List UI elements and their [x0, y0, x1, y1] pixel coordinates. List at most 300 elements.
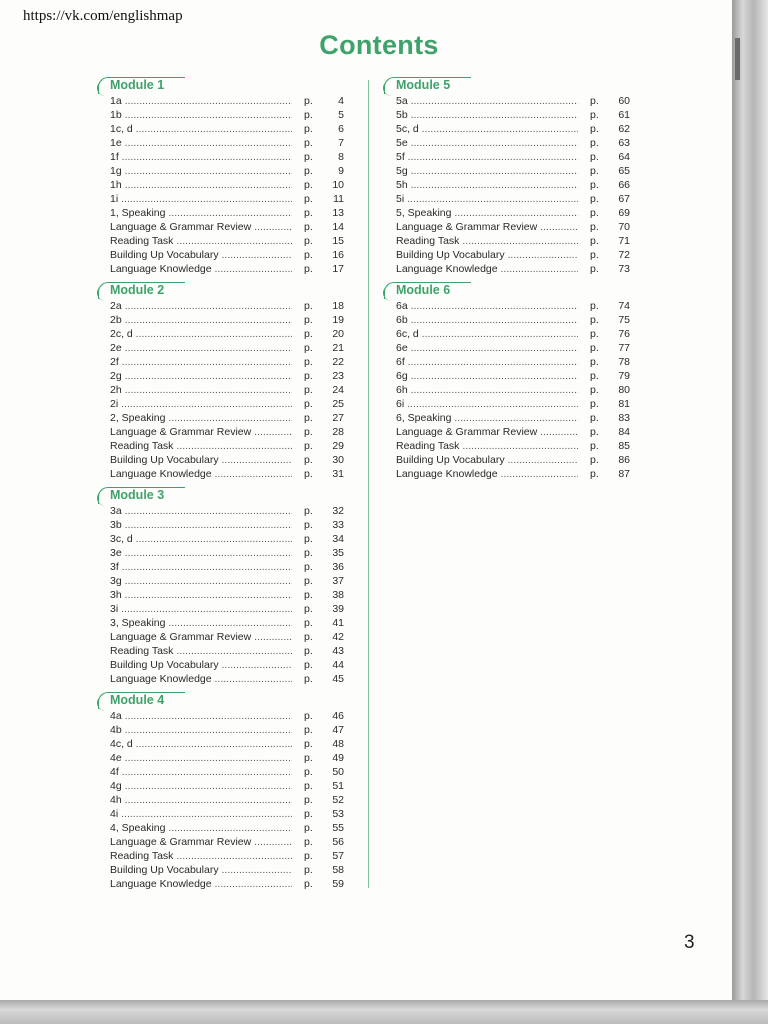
- toc-entry: [384, 439, 634, 453]
- toc-entry: [98, 439, 348, 453]
- page-prefix: p.: [304, 659, 313, 671]
- page-prefix: p.: [304, 468, 313, 480]
- module-title: Module 1: [110, 78, 165, 92]
- toc-entry: [98, 658, 348, 672]
- toc-entry: [98, 262, 348, 276]
- page-prefix: p.: [304, 519, 313, 531]
- toc-entry: [98, 425, 348, 439]
- page-prefix: p.: [304, 263, 313, 275]
- toc-entry: [98, 299, 348, 313]
- entry-page-number: 34: [332, 533, 344, 545]
- page-prefix: p.: [304, 603, 313, 615]
- entry-page-number: 35: [332, 547, 344, 559]
- entry-label: 2e .....: [110, 341, 292, 355]
- entry-label: 5h .....: [396, 178, 578, 192]
- entry-label: 6h .....: [396, 383, 578, 397]
- entry-label: Language Knowledge .....: [396, 262, 578, 276]
- entry-page-number: 19: [332, 314, 344, 326]
- entry-page-number: 39: [332, 603, 344, 615]
- entry-label: 6g .....: [396, 369, 578, 383]
- entry-label: 1e .....: [110, 136, 292, 150]
- page-prefix: p.: [590, 384, 599, 396]
- entry-label: 1c, d .....: [110, 122, 292, 136]
- toc-entry: [384, 313, 634, 327]
- entry-page-number: 28: [332, 426, 344, 438]
- entry-label: Building Up Vocabulary .....: [110, 248, 292, 262]
- entry-page-number: 76: [618, 328, 630, 340]
- entry-label: Reading Task .....: [110, 849, 292, 863]
- toc-entry: [384, 248, 634, 262]
- toc-module: [98, 281, 348, 481]
- page-prefix: p.: [304, 878, 313, 890]
- page-prefix: p.: [304, 645, 313, 657]
- entry-label: 5, Speaking .....: [396, 206, 578, 220]
- page-prefix: p.: [304, 426, 313, 438]
- entry-label: 5e .....: [396, 136, 578, 150]
- entry-page-number: 33: [332, 519, 344, 531]
- entry-page-number: 7: [338, 137, 344, 149]
- page-prefix: p.: [304, 794, 313, 806]
- page-prefix: p.: [304, 356, 313, 368]
- toc-entry: [98, 192, 348, 206]
- page-prefix: p.: [590, 193, 599, 205]
- toc-module: [384, 281, 634, 481]
- page-prefix: p.: [304, 249, 313, 261]
- entry-page-number: 87: [618, 468, 630, 480]
- entry-label: Building Up Vocabulary .....: [110, 658, 292, 672]
- entry-page-number: 56: [332, 836, 344, 848]
- page-prefix: p.: [304, 95, 313, 107]
- entry-label: 3e .....: [110, 546, 292, 560]
- entry-label: 2h .....: [110, 383, 292, 397]
- entry-label: 4e .....: [110, 751, 292, 765]
- entry-label: 5b .....: [396, 108, 578, 122]
- page-prefix: p.: [304, 137, 313, 149]
- entry-page-number: 22: [332, 356, 344, 368]
- entry-page-number: 75: [618, 314, 630, 326]
- toc-entry: [98, 765, 348, 779]
- entry-page-number: 36: [332, 561, 344, 573]
- entry-page-number: 10: [332, 179, 344, 191]
- page-prefix: p.: [304, 617, 313, 629]
- entry-page-number: 73: [618, 263, 630, 275]
- page-prefix: p.: [590, 426, 599, 438]
- toc-entry: [98, 248, 348, 262]
- page-prefix: p.: [590, 440, 599, 452]
- toc-entry: [98, 150, 348, 164]
- entry-label: 3a .....: [110, 504, 292, 518]
- entry-label: Reading Task .....: [110, 644, 292, 658]
- page-prefix: p.: [590, 468, 599, 480]
- toc-entry: [98, 723, 348, 737]
- toc-column-left: [98, 76, 348, 896]
- page-prefix: p.: [304, 398, 313, 410]
- toc-module: [98, 76, 348, 276]
- toc-entry: [98, 369, 348, 383]
- toc-entry: [384, 453, 634, 467]
- page-prefix: p.: [304, 710, 313, 722]
- module-header: [384, 281, 634, 299]
- source-url: https://vk.com/englishmap: [23, 8, 183, 24]
- entry-page-number: 27: [332, 412, 344, 424]
- entry-label: Language Knowledge .....: [110, 467, 292, 481]
- toc-entry: [98, 574, 348, 588]
- entry-page-number: 70: [618, 221, 630, 233]
- page-prefix: p.: [304, 123, 313, 135]
- entry-label: 1f .....: [110, 150, 292, 164]
- toc-entry: [98, 807, 348, 821]
- page-prefix: p.: [590, 412, 599, 424]
- module-header: [98, 691, 348, 709]
- entry-label: 3c, d .....: [110, 532, 292, 546]
- entry-page-number: 74: [618, 300, 630, 312]
- page-prefix: p.: [590, 370, 599, 382]
- entry-label: 1h .....: [110, 178, 292, 192]
- entry-label: Building Up Vocabulary .....: [110, 453, 292, 467]
- toc-entry: [384, 220, 634, 234]
- page-prefix: p.: [304, 412, 313, 424]
- entry-page-number: 52: [332, 794, 344, 806]
- page-prefix: p.: [304, 440, 313, 452]
- toc-entry: [98, 122, 348, 136]
- toc-entry: [98, 178, 348, 192]
- entry-page-number: 79: [618, 370, 630, 382]
- entry-page-number: 77: [618, 342, 630, 354]
- entry-label: Reading Task .....: [110, 439, 292, 453]
- toc-entry: [384, 206, 634, 220]
- entry-label: 2, Speaking .....: [110, 411, 292, 425]
- page-prefix: p.: [590, 221, 599, 233]
- entry-page-number: 78: [618, 356, 630, 368]
- entry-label: 6e .....: [396, 341, 578, 355]
- entry-label: 6f .....: [396, 355, 578, 369]
- toc-entry: [384, 150, 634, 164]
- toc-entry: [98, 835, 348, 849]
- toc-entry: [384, 355, 634, 369]
- entry-page-number: 62: [618, 123, 630, 135]
- toc-entry: [98, 313, 348, 327]
- toc-entry: [98, 136, 348, 150]
- toc-entry: [98, 793, 348, 807]
- page-prefix: p.: [304, 384, 313, 396]
- entry-label: Reading Task .....: [110, 234, 292, 248]
- page-prefix: p.: [590, 109, 599, 121]
- entry-page-number: 51: [332, 780, 344, 792]
- page-prefix: p.: [304, 454, 313, 466]
- module-header: [384, 76, 634, 94]
- toc-module: [98, 691, 348, 891]
- module-header: [98, 76, 348, 94]
- entry-page-number: 43: [332, 645, 344, 657]
- entry-label: 2g .....: [110, 369, 292, 383]
- entry-page-number: 5: [338, 109, 344, 121]
- entry-label: 2f .....: [110, 355, 292, 369]
- page-prefix: p.: [590, 207, 599, 219]
- page-prefix: p.: [304, 328, 313, 340]
- module-title: Module 4: [110, 693, 165, 707]
- toc-entry: [98, 863, 348, 877]
- entry-label: Language Knowledge .....: [110, 262, 292, 276]
- entry-label: 4c, d .....: [110, 737, 292, 751]
- entry-page-number: 69: [618, 207, 630, 219]
- page-prefix: p.: [304, 836, 313, 848]
- entry-label: Language Knowledge .....: [110, 672, 292, 686]
- toc-entry: [384, 397, 634, 411]
- page-edge-bottom: [0, 1000, 768, 1024]
- entry-page-number: 46: [332, 710, 344, 722]
- toc-entry: [384, 108, 634, 122]
- toc-entry: [384, 234, 634, 248]
- page-prefix: p.: [590, 123, 599, 135]
- page-prefix: p.: [304, 505, 313, 517]
- entry-label: 3, Speaking .....: [110, 616, 292, 630]
- entry-label: 1a .....: [110, 94, 292, 108]
- entry-page-number: 18: [332, 300, 344, 312]
- entry-page-number: 42: [332, 631, 344, 643]
- page-prefix: p.: [590, 356, 599, 368]
- page-prefix: p.: [590, 151, 599, 163]
- entry-label: 1b .....: [110, 108, 292, 122]
- page-prefix: p.: [304, 221, 313, 233]
- toc-entry: [384, 94, 634, 108]
- toc-entry: [98, 234, 348, 248]
- toc-entry: [98, 630, 348, 644]
- page-prefix: p.: [590, 263, 599, 275]
- entry-label: 4b .....: [110, 723, 292, 737]
- toc-entry: [384, 411, 634, 425]
- entry-label: 3i .....: [110, 602, 292, 616]
- entry-label: 6, Speaking .....: [396, 411, 578, 425]
- entry-label: 1g .....: [110, 164, 292, 178]
- toc-entry: [98, 504, 348, 518]
- toc-entry: [98, 532, 348, 546]
- entry-page-number: 13: [332, 207, 344, 219]
- page-prefix: p.: [590, 95, 599, 107]
- toc-entry: [98, 672, 348, 686]
- page-prefix: p.: [590, 235, 599, 247]
- entry-label: Language & Grammar Review .....: [110, 630, 292, 644]
- entry-label: 3f .....: [110, 560, 292, 574]
- toc-module: [98, 486, 348, 686]
- entry-page-number: 41: [332, 617, 344, 629]
- page-prefix: p.: [304, 300, 313, 312]
- toc-entry: [384, 178, 634, 192]
- entry-page-number: 86: [618, 454, 630, 466]
- entry-label: Language & Grammar Review .....: [110, 220, 292, 234]
- toc-entry: [384, 369, 634, 383]
- module-title: Module 2: [110, 283, 165, 297]
- page-prefix: p.: [304, 109, 313, 121]
- entry-page-number: 8: [338, 151, 344, 163]
- entry-page-number: 85: [618, 440, 630, 452]
- entry-label: Language & Grammar Review .....: [110, 425, 292, 439]
- entry-page-number: 37: [332, 575, 344, 587]
- entry-page-number: 11: [333, 193, 344, 205]
- page-prefix: p.: [304, 738, 313, 750]
- toc-entry: [384, 383, 634, 397]
- entry-label: 2c, d .....: [110, 327, 292, 341]
- entry-page-number: 57: [332, 850, 344, 862]
- entry-page-number: 45: [332, 673, 344, 685]
- page-prefix: p.: [590, 300, 599, 312]
- module-header: [98, 281, 348, 299]
- module-title: Module 6: [396, 283, 451, 297]
- page-prefix: p.: [304, 850, 313, 862]
- module-title: Module 5: [396, 78, 451, 92]
- entry-label: Building Up Vocabulary .....: [396, 453, 578, 467]
- page-prefix: p.: [304, 193, 313, 205]
- entry-label: 1i .....: [110, 192, 292, 206]
- column-divider: [368, 80, 369, 888]
- entry-page-number: 9: [338, 165, 344, 177]
- toc-entry: [98, 164, 348, 178]
- entry-label: 4a .....: [110, 709, 292, 723]
- entry-page-number: 31: [332, 468, 344, 480]
- entry-label: 6c, d .....: [396, 327, 578, 341]
- entry-page-number: 30: [332, 454, 344, 466]
- page-prefix: p.: [304, 780, 313, 792]
- edge-mark: [735, 38, 740, 80]
- entry-page-number: 47: [332, 724, 344, 736]
- toc-entry: [384, 192, 634, 206]
- entry-page-number: 38: [332, 589, 344, 601]
- entry-label: Language Knowledge .....: [396, 467, 578, 481]
- entry-label: Building Up Vocabulary .....: [110, 863, 292, 877]
- entry-label: Language & Grammar Review .....: [396, 425, 578, 439]
- page-prefix: p.: [304, 822, 313, 834]
- page-prefix: p.: [304, 370, 313, 382]
- module-header: [98, 486, 348, 504]
- entry-page-number: 50: [332, 766, 344, 778]
- page-prefix: p.: [304, 533, 313, 545]
- entry-page-number: 32: [332, 505, 344, 517]
- toc-entry: [98, 341, 348, 355]
- toc-entry: [98, 779, 348, 793]
- toc-entry: [98, 751, 348, 765]
- toc-entry: [98, 518, 348, 532]
- entry-page-number: 60: [618, 95, 630, 107]
- page-prefix: p.: [590, 328, 599, 340]
- entry-page-number: 71: [618, 235, 630, 247]
- page-prefix: p.: [304, 766, 313, 778]
- toc-entry: [384, 341, 634, 355]
- toc-entry: [384, 136, 634, 150]
- page-prefix: p.: [590, 314, 599, 326]
- toc-entry: [98, 327, 348, 341]
- entry-page-number: 29: [332, 440, 344, 452]
- entry-page-number: 80: [618, 384, 630, 396]
- page-prefix: p.: [590, 165, 599, 177]
- entry-page-number: 24: [332, 384, 344, 396]
- page-prefix: p.: [304, 207, 313, 219]
- entry-label: 3h .....: [110, 588, 292, 602]
- entry-page-number: 72: [618, 249, 630, 261]
- page-edge-right: [732, 0, 768, 1024]
- entry-label: Language Knowledge .....: [110, 877, 292, 891]
- page-prefix: p.: [590, 249, 599, 261]
- page-prefix: p.: [304, 235, 313, 247]
- entry-label: 6b .....: [396, 313, 578, 327]
- entry-label: Reading Task .....: [396, 439, 578, 453]
- page-title: Contents: [319, 30, 439, 60]
- entry-page-number: 58: [332, 864, 344, 876]
- page-prefix: p.: [590, 342, 599, 354]
- entry-page-number: 44: [332, 659, 344, 671]
- toc-entry: [98, 453, 348, 467]
- entry-page-number: 64: [618, 151, 630, 163]
- entry-label: 2b .....: [110, 313, 292, 327]
- entry-label: 3b .....: [110, 518, 292, 532]
- toc-entry: [98, 560, 348, 574]
- toc-entry: [98, 411, 348, 425]
- entry-label: 4g .....: [110, 779, 292, 793]
- toc-entry: [98, 397, 348, 411]
- entry-label: 3g .....: [110, 574, 292, 588]
- toc-entry: [98, 220, 348, 234]
- toc-column-right: [384, 76, 634, 486]
- entry-page-number: 21: [332, 342, 344, 354]
- entry-label: 6a .....: [396, 299, 578, 313]
- toc-entry: [98, 602, 348, 616]
- entry-page-number: 67: [618, 193, 630, 205]
- page-prefix: p.: [304, 631, 313, 643]
- entry-page-number: 4: [338, 95, 344, 107]
- entry-page-number: 84: [618, 426, 630, 438]
- entry-label: 5i .....: [396, 192, 578, 206]
- entry-label: Language & Grammar Review .....: [396, 220, 578, 234]
- entry-page-number: 15: [332, 235, 344, 247]
- page-prefix: p.: [304, 589, 313, 601]
- entry-label: Reading Task .....: [396, 234, 578, 248]
- entry-page-number: 14: [332, 221, 344, 233]
- entry-label: 2i .....: [110, 397, 292, 411]
- entry-label: 4, Speaking .....: [110, 821, 292, 835]
- page-prefix: p.: [304, 179, 313, 191]
- entry-label: 1, Speaking .....: [110, 206, 292, 220]
- toc-entry: [98, 94, 348, 108]
- entry-page-number: 66: [618, 179, 630, 191]
- toc-entry: [98, 737, 348, 751]
- entry-page-number: 49: [332, 752, 344, 764]
- entry-page-number: 81: [618, 398, 630, 410]
- entry-label: 5f .....: [396, 150, 578, 164]
- entry-page-number: 55: [332, 822, 344, 834]
- toc-entry: [98, 355, 348, 369]
- toc-entry: [98, 206, 348, 220]
- entry-label: 2a .....: [110, 299, 292, 313]
- page-prefix: p.: [590, 137, 599, 149]
- toc-entry: [98, 849, 348, 863]
- entry-label: Building Up Vocabulary .....: [396, 248, 578, 262]
- entry-page-number: 48: [332, 738, 344, 750]
- module-title: Module 3: [110, 488, 165, 502]
- toc-entry: [384, 262, 634, 276]
- page-prefix: p.: [304, 724, 313, 736]
- toc-entry: [384, 467, 634, 481]
- entry-page-number: 17: [332, 263, 344, 275]
- entry-label: 6i .....: [396, 397, 578, 411]
- toc-entry: [98, 108, 348, 122]
- toc-entry: [98, 644, 348, 658]
- entry-page-number: 20: [332, 328, 344, 340]
- entry-page-number: 63: [618, 137, 630, 149]
- toc-entry: [98, 383, 348, 397]
- entry-label: 5c, d .....: [396, 122, 578, 136]
- toc-entry: [384, 327, 634, 341]
- entry-page-number: 53: [332, 808, 344, 820]
- toc-entry: [98, 877, 348, 891]
- page-prefix: p.: [304, 808, 313, 820]
